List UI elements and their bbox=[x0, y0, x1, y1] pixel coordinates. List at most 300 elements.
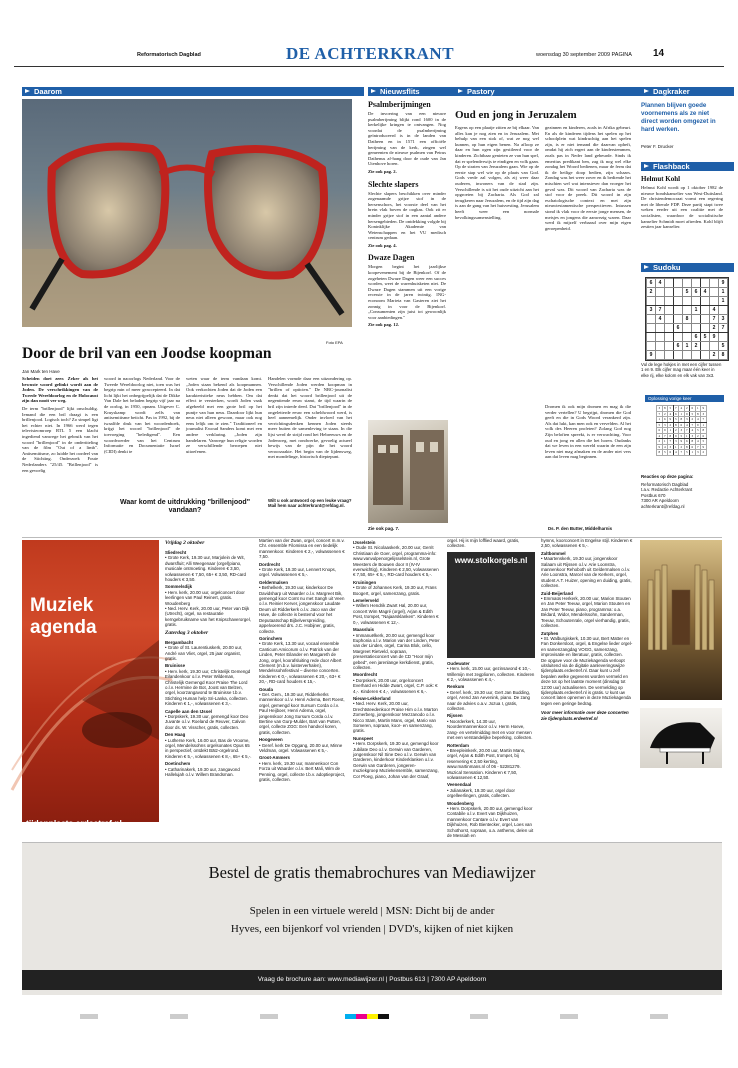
agenda-entry: • Herv. kerk, 19.30 uur, Christelijk Gemengd Eilandenkoor o.l.v. Peter Wildeman, Christelijk Gemengd Koor Praise The Lord o.l.v. Hermine de Bot, Joost van Belzen, orgel, koorzangavond te Bruinisse t.b.v. Stichting Human help Sri-Lanka, collecten. Kinderen € 1,-, volwassenen € 3,-. bbox=[165, 668, 251, 707]
nieuwsflits-title-3: Dwaze Dagen bbox=[368, 253, 415, 263]
sudoku-cell bbox=[701, 297, 710, 306]
solution-cell: 2 bbox=[674, 428, 677, 432]
sudoku-cell: 1 bbox=[692, 306, 701, 315]
agenda-place: Woudenberg bbox=[447, 800, 474, 806]
agenda-entry: • Ned. Herv. Kerk, 20.00 uur, Drechtsteedenkoor Praise Him o.l.v. Marton Zomerberg, jongenskoor Mezzanodo o.l.v. Nicco Stam, Martin Mans, orgel, Mario van Someren, sopraan, koor- en samenzang, gratis. bbox=[353, 701, 438, 734]
daarom-headline: Door de bril van een Joodse koopman bbox=[22, 345, 272, 362]
solution-cell: 1 bbox=[691, 450, 694, 454]
pastory-author: Ds. P. den Butter, Middelharnis bbox=[548, 526, 613, 531]
sudoku-cell: 2 bbox=[692, 342, 701, 351]
solution-cell: 1 bbox=[680, 411, 683, 416]
agenda-entry: hymns, koorconcert in Engelse stijl. Kinderen € 2,50, volwassenen € 5,-. bbox=[541, 538, 633, 549]
sudoku-cell: 4 bbox=[701, 288, 710, 297]
solution-row bbox=[657, 422, 707, 428]
sudoku-cell bbox=[674, 333, 683, 342]
sudoku-cell bbox=[674, 279, 683, 288]
sudoku-cell bbox=[647, 333, 656, 342]
agenda-entry: • Dorpskerk, 20.00 uur, orgelconcert Everhard en Hidde Zwart, orgel, C.P. ook: € 4,-. Kinderen € 4,-, volwassenen € 6,-. bbox=[353, 677, 438, 694]
sudoku-cell bbox=[674, 315, 683, 324]
solution-cell: 2 bbox=[658, 439, 661, 443]
daarom-body-2: woord in naoorlogs Nederland. Voor de Tweede Wereldoorlog niet, toen was het begrip min of meer geaccepteerd. In dat licht lijkt het onbegrijpelijk dat de Dikke Van Dale het beladen begrip vijf jaar na de oorlog, in 1950, opnam. Uitgever C. Kruyskamp wordt zelfs van antisemitisme beticht. Pas in 1992, bij de twaalfde druk van het woordenboek, krijgt het woord "brillenjood" de toevoeging "beledigend". Een woordvoerder van het Centrum Informatie en Documentatie Israel (CIDI) denkt te bbox=[104, 376, 180, 454]
mediawijzer-footer: Vraag de brochure aan: www.mediawijzer.nl | Postbus 613 | 7300 AP Apeldoorn bbox=[257, 976, 487, 983]
sudoku-cell bbox=[683, 351, 692, 360]
agenda-day: Zaterdag 3 oktober bbox=[165, 629, 209, 636]
flashback-tag bbox=[641, 162, 734, 171]
sudoku-cell: 5 bbox=[683, 288, 692, 297]
solution-cell: 4 bbox=[685, 422, 688, 427]
sudoku-tag-label: Sudoku bbox=[653, 263, 681, 272]
solution-cell: 9 bbox=[658, 444, 661, 449]
photo-credit: Foto EPA bbox=[326, 340, 343, 345]
sudoku-cell bbox=[683, 306, 692, 315]
agenda-place: Zaltbommel bbox=[541, 550, 566, 556]
agenda-place: Bruinisse bbox=[165, 663, 186, 669]
agenda-column-5 bbox=[541, 538, 633, 830]
agenda-entry: • Julianakerk, 19.30 uur, orgel door orgelleerlingen, gratis, collecten. bbox=[447, 787, 515, 799]
sudoku-cell bbox=[674, 306, 683, 315]
sudoku-cell bbox=[656, 333, 665, 342]
agenda-column-1 bbox=[165, 538, 253, 830]
agenda-place: Kruiningen bbox=[353, 579, 377, 585]
agenda-place: Lemelerveld bbox=[353, 598, 379, 604]
flashback-text: Helmut Kohl wordt op 1 oktober 1982 de nieuwe bondskanselier van West-Duitsland. De christendemocraat vormt een regering met de liberale FDP. Deze partij stapt twee weken eerder uit een coalitie met de socialisten, waardoor de socialistische kanselier Schmidt moet aftreden. Kohl blijft zestien jaar kanselier. bbox=[641, 185, 723, 230]
registration-mark bbox=[560, 1014, 578, 1019]
nieuwsflits-photo bbox=[368, 420, 448, 523]
nieuwsflits-ref-1: Zie ook pag. 2. bbox=[368, 168, 397, 174]
organ-photo bbox=[640, 540, 722, 700]
sudoku-grid bbox=[645, 277, 729, 361]
agenda-entry: • Lutherse Kerk, 16.00 uur, Bas de Vroome, orgel, Mendelssohns orgelsonates Opus 65 in perspectief, ontdekt Bätz-orgelrond. Kinderen € 5,-, volwassenen € 8,-, 65+ € 5,-. bbox=[165, 737, 252, 759]
sudoku-cell bbox=[692, 315, 701, 324]
solution-cell: 8 bbox=[680, 417, 683, 421]
daarom-tag bbox=[22, 87, 364, 96]
solution-cell: 2 bbox=[702, 450, 705, 454]
pastory-headline: Oud en jong in Jeruzalem bbox=[455, 109, 577, 121]
agenda-place: Gorinchem bbox=[259, 635, 283, 641]
daarom-column-3 bbox=[186, 376, 262, 488]
sudoku-row bbox=[647, 315, 728, 324]
solution-cell: 1 bbox=[685, 433, 688, 438]
address-line: 7300 AR Apeldoorn bbox=[641, 498, 679, 504]
sudoku-cell bbox=[701, 306, 710, 315]
solution-cell: 8 bbox=[702, 428, 705, 432]
sudoku-cell bbox=[665, 306, 674, 315]
sudoku-solution-grid bbox=[656, 405, 707, 456]
solution-cell: 7 bbox=[658, 411, 661, 416]
solution-cell: 4 bbox=[669, 411, 672, 416]
sudoku-cell bbox=[701, 351, 710, 360]
solution-cell: 8 bbox=[696, 411, 699, 416]
agenda-entry: • Grote Kerk, 19.30 uur, Marjolein de Wit, dwarsfluit; Alli Weegenaar (orgel)piano, musicale ontmoeting. Kinderen € 3,50, volwassenen € 7,50, 65+ € 3,50, RD-card houders € 3,50. bbox=[165, 555, 246, 583]
dagkraker-tag-label: Dagkraker bbox=[653, 87, 690, 96]
agenda-entry: • Noorderkerk, 14.30 uur, Noordermannenkoor o.l.v. Herm Hoeve, zang- en vertelmiddag met en voor mensen met een verstandelijke beperking, collecten. bbox=[447, 718, 533, 741]
sudoku-cell: 3 bbox=[719, 315, 728, 324]
agenda-url: tijdenplaats.erdeetref.nl bbox=[26, 818, 122, 828]
nieuwsflits-ref-3: Zie ook pag. 12. bbox=[368, 322, 400, 328]
sudoku-cell bbox=[692, 351, 701, 360]
solution-cell: 8 bbox=[674, 422, 677, 427]
solution-cell: 4 bbox=[680, 406, 683, 410]
pastory-tag bbox=[455, 87, 643, 96]
sudoku-cell bbox=[719, 333, 728, 342]
agenda-place: Hoogeveen bbox=[259, 737, 283, 743]
masthead-date: woensdag 30 september 2009 PAGINA bbox=[536, 52, 632, 58]
sudoku-cell bbox=[647, 315, 656, 324]
agenda-entry: • Geref. kerk De Opgang, 20.00 uur, Minne Veldman, orgel. Volwassenen € 5,-. bbox=[259, 742, 343, 754]
solution-cell: 8 bbox=[663, 406, 666, 410]
solution-cell: 7 bbox=[669, 439, 672, 443]
nieuwsflits-tag bbox=[368, 87, 455, 96]
solution-cell: 9 bbox=[669, 417, 672, 421]
solution-cell: 6 bbox=[702, 433, 705, 438]
solution-cell: 1 bbox=[696, 406, 699, 410]
agenda-entry: • Herv. Dorpskerk, 19.30 uur, gemengd koor Jubilate Deo o.l.v. Gerwin van Garderen, jongenskoor Nil Sine Deo o.l.v. Gerwin van Garderen, kinderkoor Kinderklanken o.l.v. Gerwin van Garderen, jongeren-muziekgroep Muziekensemble, samenzang, Cor Ploeg, piano, Johan van der Graaf, bbox=[353, 741, 439, 779]
nieuwsflits-tag-label: Nieuwsflits bbox=[380, 87, 420, 96]
sudoku-row bbox=[647, 288, 728, 297]
sudoku-cell bbox=[701, 315, 710, 324]
sudoku-cell bbox=[692, 324, 701, 333]
solution-cell: 4 bbox=[674, 450, 677, 454]
sudoku-row bbox=[647, 333, 728, 342]
agenda-entry: • Herv. kerk, 15.00 uur, gezinsavond € 10,-. Willemijn met zegplioren, collecten. Kinderen € 2,-, volwassenen € 4,-. bbox=[447, 666, 535, 683]
sudoku-cell bbox=[647, 297, 656, 306]
solution-row bbox=[657, 444, 707, 450]
agenda-place: Rijssen bbox=[447, 713, 463, 719]
pastory-column-1 bbox=[455, 125, 539, 525]
daarom-quote: Waar komt de uitdrukking "brillenjood" vandaan? bbox=[119, 499, 251, 514]
sudoku-cell bbox=[683, 297, 692, 306]
sudoku-cell: 5 bbox=[719, 342, 728, 351]
agenda-entry: • Ned. Herv. Kerk, 20.00 uur, Peter van Dijk (Utrecht), orgel, na restauratie kerngebruikname van het Knipschaverorgel, gratis. bbox=[165, 606, 251, 628]
daarom-footer: Wilt u ook antwoord op een leuke vraag? Mail hem naar achterkrant@refdag.nl. bbox=[268, 498, 352, 509]
solution-cell: 6 bbox=[663, 417, 666, 421]
solution-cell: 5 bbox=[669, 406, 672, 410]
solution-cell: 7 bbox=[691, 422, 694, 427]
sudoku-cell: 2 bbox=[710, 324, 719, 333]
address-line: achterkrant@refdag.nl bbox=[641, 503, 685, 509]
sudoku-cell bbox=[674, 297, 683, 306]
sudoku-cell: 4 bbox=[710, 306, 719, 315]
daarom-body-4: Handelen vormde daar een uitzondering op. Verschillende Joden werden koopman in "brillen of opticien." De NRC-journalist denkt dat het woord brillenjood uit de negentiende eeuw stamt, de tijd waarin de bril zijn intrede deed. Dat "brillenjood" in de ongeletterde eeuw een scheldwoord werd, is heel aannemelijk. Onder invloed van het verrichtingsdenken kennen Joden steeds meer buiten de samenleving te staan. In die lijst werd de strijd rond het Hebreeuws en de Jodenweg, met rondwerke, gevoelig actueel bewijs van de pijn die het woord veroorzaakte. Het begin van de lijdensweg, met mondelinge, historisch dieptepunt. bbox=[268, 376, 352, 460]
solution-cell: 9 bbox=[663, 428, 666, 432]
sudoku-cell bbox=[665, 297, 674, 306]
pastory-column-2 bbox=[545, 125, 631, 401]
solution-cell: 7 bbox=[674, 406, 677, 410]
stolk-ad: www.stolkorgels.nl bbox=[447, 552, 535, 658]
agenda-entry: • Geref. kerk, 19.30 uur, Gert Jan Budding, orgel, Arend Jan Aevenink, piano. De zang naar de advies o.a.v. Jozua I, gratis, collecten. bbox=[447, 689, 531, 712]
reactions-title: Reacties op deze pagina: bbox=[641, 474, 694, 479]
sudoku-cell bbox=[692, 297, 701, 306]
masthead-rule bbox=[14, 66, 724, 67]
sudoku-cell: 4 bbox=[656, 279, 665, 288]
daarom-body-3: weten waar de term vandaan komt. „Joden staan bekend als koopmannen. Ook verkochten Joden dat de Joden een karakteristieke neus hebben. Om dat effect te versterken, wordt Joden vaak afgebeeld met een grote bril op het puntje van hun neus. Daardoor lijkt hun neus niet alleen gewoon, maar ook nog eens lelijk om te zien." Traditioneel en journalist Ewoud Sanders komt met een andere verklaring. „Joden zijn handelaren. Vanwege hun religie worden ze verschillende beroepen niet uitoefenen. bbox=[186, 376, 262, 454]
agenda-place: Dordrecht bbox=[259, 561, 280, 567]
sudoku-cell: 9 bbox=[647, 351, 656, 360]
solution-cell: 1 bbox=[663, 439, 666, 443]
pastory-tag-label: Pastory bbox=[467, 87, 495, 96]
agenda-place: Groot-Ammers bbox=[259, 755, 290, 761]
solution-cell: 3 bbox=[669, 444, 672, 449]
sudoku-row bbox=[647, 351, 728, 360]
pastory-text-3: Dromen ik ook mijn dromen en mag ik die verder vertellen? U begrijpt, dromen die God geeft en die in Gods Woord verankerd zijn. Als dat lukt, kan men ook en vervelden. Al het volk des Heeren profeten? Zolang God nog Zijn beloften spreekt, is er verwachting. Voor oud en jong en allen die het horen. Oudanks dat we leven in een wereld waarin de een zijn leven niet mag afmaken en de ander niet vers aan dat leven mag beginnen. bbox=[545, 404, 631, 460]
solution-cell: 2 bbox=[691, 417, 694, 421]
agenda-place: Geldermalsen bbox=[259, 579, 289, 585]
solution-cell: 5 bbox=[674, 417, 677, 421]
dagkraker-author: Peter F. Drucker bbox=[641, 144, 674, 149]
sudoku-cell: 6 bbox=[674, 324, 683, 333]
sudoku-cell bbox=[656, 288, 665, 297]
sudoku-cell bbox=[719, 306, 728, 315]
sudoku-cell bbox=[665, 279, 674, 288]
agenda-entry: • Immanuëlkerk, 20.00 uur, gemengd koor Euphonia o.l.v. Marion van der Linden, Peter van der Linden, orgel, Carina Blok, cello, Margreet Rietveld, sopraan, presentatieconcert van de CD "Hoor mijn gebed", een jarenlange kerkdienst, gratis, collecten. bbox=[353, 632, 440, 670]
solution-cell: 8 bbox=[691, 439, 694, 443]
solution-cell: 9 bbox=[685, 411, 688, 416]
sudoku-cell bbox=[656, 324, 665, 333]
agenda-entry: • Breepleinkerk, 20.00 uur, Martin Mans, orgel, Arjan & Edith Post, trompet, bij reservering € 2,50 kerting, www.martinmans.nl of 06 - 52281279. Muzical Sensation. Kinderen € 7,50, volwassenen € 12,50. bbox=[447, 747, 526, 780]
sudoku-cell: 1 bbox=[719, 297, 728, 306]
pastory-column-3 bbox=[545, 404, 631, 522]
agenda-entry: • Grote Kerk, 13.30 uur, vocaal ensemble Canticum Amicorum o.l.v. Patrick van der Linden, Peter Eilander en Margareth de Jong, orgel, koorafsluiting rede door Albert Clement (m.b.v. luisterverhalen), Mendelssohnfestival – diverse concerten. Kinderen € 0,-, volwassenen € 20,-, 63+ € 20,-, RD-card houders € 15,-. bbox=[259, 641, 342, 685]
daarom-column-1 bbox=[22, 376, 98, 531]
solution-cell: 7 bbox=[685, 428, 688, 432]
solution-cell: 3 bbox=[696, 450, 699, 454]
registration-mark bbox=[80, 1014, 98, 1019]
sudoku-cell: 7 bbox=[656, 306, 665, 315]
agenda-entry: • Grote of St. Laurentiuskerk, 20.00 uur, André van Vliet, orgel, 25 jaar organist, gratis. bbox=[165, 645, 243, 661]
solution-row bbox=[657, 450, 707, 456]
sudoku-row bbox=[647, 342, 728, 351]
nieuwsflits-ref-2: Zie ook pag. 4. bbox=[368, 242, 397, 248]
sudoku-cell bbox=[701, 324, 710, 333]
flashback-title: Helmut Kohl bbox=[641, 175, 681, 183]
agenda-place: Nunspeet bbox=[353, 735, 374, 741]
sudoku-cell: 9 bbox=[710, 333, 719, 342]
sudoku-cell bbox=[674, 351, 683, 360]
sudoku-cell bbox=[683, 324, 692, 333]
sudoku-row bbox=[647, 297, 728, 306]
solution-cell: 9 bbox=[702, 406, 705, 410]
solution-cell: 5 bbox=[696, 428, 699, 432]
agenda-entry: • Grote Kerk, 19.30 uur, Lennert Knops, orgel. Volwassenen € 5,-. bbox=[259, 567, 336, 578]
agenda-entry: • Ger. Gem., 19.30 uur, Ridderkerks mannenkoor o.l.v. Henri Adema, Bert Roest, orgel, gemengd koor Sursum Corda o.l.v. Paul Heijboer, Henri Adema, orgel, jongenskoor Jong Sursum Corda o.l.v. Bertine van Gurp-Mulder, Bart van Putten, orgel, collecte ZGG: Een handvol koren, gratis, collecten. bbox=[259, 691, 345, 735]
agenda-entry: De opgave voor de Muziekagenda verloopt uitsluitend via de digitale aanleveringswijze tijdenplaats.erdeetref.nl. Daar kunt u zelf bepalen welke gegevens worden vermeld en deze tot op het laatste moment (dinsdag tot 12:00 uur) actualiseren. De vermelding op tijdenplaats.erdeetref.nl is gratis. U kunt uw concert laten opnemen in deze Muziekagenda tegen een geringe bedrag. bbox=[541, 657, 631, 706]
solution-cell: 3 bbox=[702, 411, 705, 416]
sudoku-solution-label: Oplossing vorige keer bbox=[645, 395, 724, 402]
nieuwsflits-column bbox=[368, 100, 446, 405]
solution-cell: 2 bbox=[680, 444, 683, 449]
daarom-tag-label: Daarom bbox=[34, 87, 62, 96]
solution-cell: 6 bbox=[685, 439, 688, 443]
masthead-section: DE ACHTERKRANT bbox=[286, 44, 455, 63]
sudoku-cell: 2 bbox=[647, 288, 656, 297]
solution-cell: 2 bbox=[669, 422, 672, 427]
sudoku-row bbox=[647, 306, 728, 315]
solution-cell: 7 bbox=[696, 444, 699, 449]
agenda-place: Moordrecht bbox=[353, 672, 378, 678]
nieuwsflits-title-1: Psalmberijmingen bbox=[368, 100, 431, 109]
agenda-entry: • Emmaüs Herkerk, 20.00 uur, Marion Stouten en Jan Peter Teeuw, orgel, Marion Stouten en Jan Peter Teeuw, piano, programma: o.a. Bédard, Widor, Mendelssohn, Sanderman, Teeuw, Schoutenrale, orgel vierhandig, gratis, collecten. bbox=[541, 596, 631, 629]
agenda-entry: • Oude St. Nicolaaskerk, 20.00 uur, Gerrit Christiaan de Goer, orgel, programma-info: www.vanvulpenorgelijsselstein.nl, Grote Meesters de Bouwen door II (IV-IV evenwichtig), Kinderen € 2,50, volwassenen € 7,50, 65+ € 5,-, RD-card houders € 5,-. bbox=[353, 545, 439, 578]
registration-mark bbox=[260, 1014, 278, 1019]
solution-cell: 6 bbox=[669, 450, 672, 454]
agenda-place: Sliedrecht bbox=[165, 550, 187, 555]
agenda-place: Bergambacht bbox=[165, 639, 194, 645]
address-line: Postbus 670 bbox=[641, 492, 666, 498]
sudoku-cell bbox=[656, 297, 665, 306]
daarom-body-1: De term "brillenjood" lijkt onschuldig. Iemand die een bril draagt is een brillenjood. Logisch toch? Zo simpel ligt het echter niet. In 1966 werd tegen televisieomroep RTL 5 een klacht ingediend vanwege het gebruik van het woord "brillenjood" in de ondertiteling van de film "Out of a limb". Antisemitisme, zo luidde het oordeel van de Stichting. Onderzoek Foute Nederlanders "25/45. "Brillenjood" is een gevoelig bbox=[22, 405, 98, 473]
sudoku-row bbox=[647, 324, 728, 333]
mediawijzer-line-1: Spelen in een virtuele wereld | MSN: Dicht bij de ander bbox=[249, 905, 495, 917]
nieuwsflits-text-2: Slechte slapers beschikken over minder zogenaamde grijze stof in de hersenschors, het voorste deel van het brein vlak boven de oogkas. Ook zit er minder grijze stof in een aantal andere hersengebieden. De ontdekking volgde bij Koninklijke Akademie van Wetenschappen en het VU medisch centrum gedaan. bbox=[368, 190, 446, 241]
solution-cell: 4 bbox=[696, 417, 699, 421]
solution-cell: 2 bbox=[696, 433, 699, 438]
mediawijzer-ad bbox=[22, 842, 722, 995]
solution-cell: 5 bbox=[702, 439, 705, 443]
solution-row bbox=[657, 411, 707, 417]
sudoku-cell: 1 bbox=[719, 288, 728, 297]
agenda-column-4 bbox=[447, 538, 535, 838]
agenda-place: Gouda bbox=[259, 686, 273, 692]
agenda-banner bbox=[22, 540, 159, 822]
solution-cell: 4 bbox=[691, 428, 694, 432]
solution-cell: 3 bbox=[658, 406, 661, 410]
solution-cell: 6 bbox=[691, 406, 694, 410]
nieuwsflits-text-3: Morgen begint het jaarlijkse koopevenement bij de Bijenkorf. Of de zogeheten Dwaze Dagen weer een succes worden, weet de warenhuisketen niet. De Dwaze Dagen stammen uit een vorige recessie in de jaren twintig. ING-econoom Marieta van Gasteren ziet het zonnig in voor de Bijenkorf. „Consumenten zijn juist tot gewoonlijk voor aanbiedingen." bbox=[368, 264, 446, 320]
agenda-place: Renkum bbox=[447, 684, 465, 690]
address-line: t.a.v. Redactie Achterkrant bbox=[641, 487, 693, 493]
agenda-place: Den Haag bbox=[165, 732, 186, 738]
agenda-entry: • Herv. kerk, 20.00 uur, orgelconcert door leerlingen van Paul Reinert, gratis. Woudenberg bbox=[165, 589, 245, 606]
agenda-footer: Voor meer informatie over deze concerten zie tijdenplaats.erdeetref.nl bbox=[541, 710, 629, 721]
sudoku-cell: 8 bbox=[719, 351, 728, 360]
agenda-place: Sommelsdijk bbox=[165, 584, 193, 590]
sudoku-cell: 2 bbox=[710, 351, 719, 360]
solution-cell: 1 bbox=[702, 422, 705, 427]
agenda-place: Maassluis bbox=[353, 627, 374, 633]
agenda-entry: • Maartenskerk, 19.30 uur, jongenskoor Salaam uit Rijssen o.l.v. Arie Loonstra, mannenkoor Rehoboth uit Geldermalsen o.l.v. Arie Loonstra, Marcel van de Kerkers, orgel, student A.T. Huizer, opening en duiding, gratis, collecten. bbox=[541, 556, 632, 589]
agenda-place: Veenendaal bbox=[447, 782, 472, 788]
solution-cell: 6 bbox=[691, 444, 694, 449]
sudoku-cell bbox=[710, 342, 719, 351]
solution-cell: 9 bbox=[674, 433, 677, 438]
agenda-entry: • Herv. kerk, 19.30 uur, mannenkoor Con Forza uit Waarder o.l.v. Bert Mali, Wim de Penning, orgel, collecte t.b.v. adoptieproject, gratis, collecten. bbox=[259, 760, 346, 783]
reactions-address bbox=[641, 482, 692, 509]
sudoku-cell bbox=[665, 342, 674, 351]
sudoku-cell: 8 bbox=[683, 315, 692, 324]
sudoku-cell: 1 bbox=[683, 342, 692, 351]
sudoku-cell bbox=[683, 333, 692, 342]
solution-cell: 1 bbox=[669, 428, 672, 432]
agenda-place: Oudewater bbox=[447, 660, 470, 666]
sudoku-cell bbox=[710, 288, 719, 297]
piano-photo bbox=[640, 708, 722, 768]
sudoku-cell: 9 bbox=[719, 279, 728, 288]
mediawijzer-title: Bestel de gratis themabrochures van Mediawijzer bbox=[208, 863, 536, 882]
agenda-entry: • Catharinakerk, 19.30 uur, zangavond Hallelujah o.l.v. Willem Brandsman. bbox=[165, 766, 240, 778]
sudoku-tag bbox=[641, 263, 734, 272]
agenda-entry: orgel. Hij is mijn lofflied waard, gratis, collecten. bbox=[447, 538, 520, 549]
sudoku-cell bbox=[665, 333, 674, 342]
sudoku-cell bbox=[710, 279, 719, 288]
solution-cell: 1 bbox=[674, 444, 677, 449]
sudoku-row bbox=[647, 279, 728, 288]
sudoku-cell bbox=[665, 351, 674, 360]
solution-cell: 6 bbox=[658, 428, 661, 432]
solution-cell: 7 bbox=[702, 417, 705, 421]
sudoku-cell bbox=[692, 279, 701, 288]
sudoku-cell bbox=[665, 324, 674, 333]
sudoku-cell bbox=[665, 288, 674, 297]
mediawijzer-line-2: Hyves, een bijenkorf vol vrienden | DVD's, kijken of niet kijken bbox=[230, 923, 514, 935]
solution-cell: 3 bbox=[685, 417, 688, 421]
solution-cell: 3 bbox=[691, 433, 694, 438]
agenda-place: Zutphen bbox=[541, 630, 559, 636]
sudoku-cell bbox=[701, 279, 710, 288]
sudoku-cell: 6 bbox=[647, 279, 656, 288]
pastory-text-1: Ergens op een plaatje zitten ze bij elkaar. Van alles kan je nog zien en in Jeruzalem. Met behulp van een stok of, wat ze nog wel kunnen, op hun eigen benen. Na afloop ze daar en hun ogen zijn gestileerd voor de kinderen. Zichtbaar genieten ze van hun spel, dat er spelenderwijs te eindigen en volk gaan. Op de straten van Jeruzalem gaan. Wie op de eerste stap wel wie op de plaats van God. Gods vrede zal volgen, als zij weer daar ouderen, inwoners van de stad zijn. Verschillende is uit het oude uitzicht aan het opgroeien bij Zacharia. Als God zal terugkeren naar Jeruzalem, en de tijd zijn dag is aan de gang van het huisvesting. Jerusalem heeft weer een normale bevolkingssamenstelling. bbox=[455, 125, 539, 220]
agenda-place: IJsselstein bbox=[353, 540, 376, 545]
solution-cell: 5 bbox=[658, 422, 661, 427]
sudoku-instructions: Vul de lege hokjes in met een cijfer tussen 1 en 9. Elk cijfer mag maar één keer in elke rij, elke kolom en elk vak van 3x3. bbox=[641, 362, 722, 378]
solution-cell: 2 bbox=[685, 406, 688, 410]
solution-cell: 8 bbox=[658, 450, 661, 454]
sudoku-cell: 5 bbox=[701, 333, 710, 342]
sudoku-cell: 7 bbox=[710, 315, 719, 324]
mediawijzer-footer-bar bbox=[22, 970, 722, 990]
sudoku-cell: 7 bbox=[719, 324, 728, 333]
agenda-title-2: agenda bbox=[30, 617, 97, 638]
sudoku-cell bbox=[674, 288, 683, 297]
sudoku-cell bbox=[656, 351, 665, 360]
pastory-text-2: gezinnen en kinderen, zoals in Afrika gebeurt. En als de kinderen tijdens het spelen op het schoolplein wat kindruchtig aan het spelen zijn, is er niet iemand die daarvan opheft, omdat hij zich ergert aan de kinderstemmen, zoals pas in Neder land gebeurde. Sinds ik emeritus predikant ben, zag ik nog wel elke zondag het Woord bedienen, maar de ferm dat ik de heilige doop bedien, zijn schaars. Zondag was het weer zover en ik bediende het mischien wel wat intensiever dan vroeger het geval was. Dit woord van Zacharia was de stof voor de preek. Dit woord in zijn eschatologische context en met zijn nieuwtestamentische perspectieven. Intussen stond ik vlak voor de eerste jonge mensen, de meisjes en jongens die aanwezig waren. Daar werd ik mijzelf verbaasd over mijn eigen geroepenheid. bbox=[545, 125, 631, 231]
solution-cell: 4 bbox=[696, 439, 699, 443]
sudoku-cell bbox=[647, 324, 656, 333]
solution-cell: 4 bbox=[663, 444, 666, 449]
dagkraker-text: Plannen blijven goede voornemens als ze niet direct worden omgezet in hard werken. bbox=[641, 102, 716, 133]
agenda-day: Vrijdag 2 oktober bbox=[165, 540, 205, 546]
agenda-entry: • St. Walburgiskerk, 10.30 uur, Bert Matter en Fan Donkersloot, orgel, & Engelse lieder orgel- en samenzangdag VOGG, samenzang, improvisatie en literatuur, gratis, collecten. bbox=[541, 635, 633, 658]
address-line: Reformatorisch Dagblad bbox=[641, 482, 689, 487]
agenda-place: Doetinchem bbox=[165, 761, 191, 767]
solution-cell: 5 bbox=[663, 450, 666, 454]
agenda-place: Capelle aan den IJssel bbox=[165, 708, 212, 714]
registration-mark bbox=[470, 1014, 488, 1019]
solution-cell: 4 bbox=[658, 433, 661, 438]
solution-cell: 3 bbox=[680, 428, 683, 432]
sudoku-cell bbox=[683, 279, 692, 288]
sudoku-cell bbox=[710, 297, 719, 306]
solution-cell: 3 bbox=[674, 439, 677, 443]
agenda-place: Nieuw-Lekkerland bbox=[353, 695, 391, 701]
agenda-place: Zuid-Beijerland bbox=[541, 590, 573, 596]
agenda-entry: Martien van der Zwan, orgel, concert m.m.v. Chr. ensemble Filomissa en een tiedelijk mannenkoor. Kinderen € 2,-, volwassenen € 7,50. bbox=[259, 538, 345, 560]
solution-cell: 5 bbox=[680, 433, 683, 438]
solution-cell: 7 bbox=[680, 450, 683, 454]
agenda-entry: • Bethelkerk, 19.30 uur, kinderkoor De Davidsharp uit Waarder o.l.v. Margreet Bik, gemengd koor Comt nu met Sangh uit Veen o.l.v. Reinier Kerver, jongenskoor Laudate Deum uit Ridderkerk o.l.v. Jaco van der Have, de collecte is bestemd voor het Deputaatschap Bijbelverspreiding, appelvoerend drs. J.C. Hobijner, gratis, collecte. bbox=[259, 585, 345, 634]
glasses-photo bbox=[22, 99, 352, 327]
dagkraker-tag bbox=[641, 87, 734, 96]
solution-cell: 2 bbox=[663, 411, 666, 416]
sudoku-cell bbox=[701, 342, 710, 351]
sudoku-cell: 6 bbox=[692, 288, 701, 297]
masthead-paper: Reformatorisch Dagblad bbox=[137, 52, 201, 58]
nieuwsflits-photo-ref: Zie ook pag. 7. bbox=[368, 526, 400, 531]
agenda-entry: • Grote of Johannes Kerk, 19.30 uur, Frans Boogert, orgel, samenzang, gratis. bbox=[353, 585, 437, 596]
nieuwsflits-text-1: De invoering van een nieuwe psalmberijming blijkt rond 1600 in de kerkelijke kringen te ontvangen. Nog voordat de psalmberijming geïntroduceerd is in de landen van Datheen en in 1571 een officiële berijming van de kerk, zingen wel gemeenten de nieuwe psalmen van Petrus Dathenus af-hang door de oude van Jan Utenhove horen. bbox=[368, 111, 446, 167]
solution-cell: 6 bbox=[674, 411, 677, 416]
sudoku-cell bbox=[665, 315, 674, 324]
daarom-author: Jan Mark ten Have bbox=[22, 369, 60, 374]
